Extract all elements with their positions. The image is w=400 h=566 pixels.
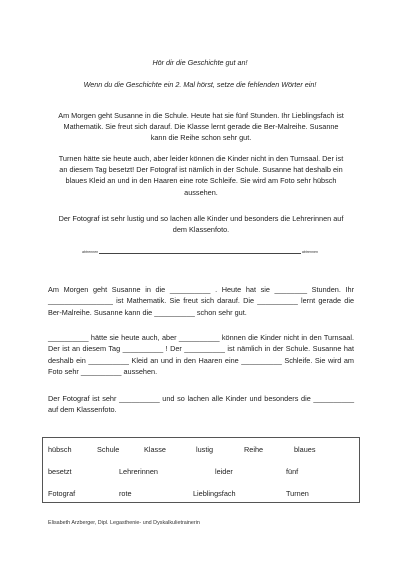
gap-paragraph-2: __________ hätte sie heute auch, aber __________ können die Kinder nicht in den Turnsaal. Der ist an diesem Tag __________ ! Der __________ ist nämlich in der Schule. Susanne hat deshalb ein __________ Kleid an und in den Haaren eine __________ Schleife. Sie wird am Foto sehr __________ aussehen. [48,333,354,376]
word-box-word: blaues [294,445,316,454]
word-box-word: besetzt [48,467,72,476]
story-paragraph-2: Turnen hätte sie heute auch, aber leider können die Kinder nicht in den Turnsaal. Der ist an diesem Tag besetzt! Der Fotograf ist nämlich in der Schule. Susanne hat deshalb ein blaues Kleid an und in den Haaren eine rote Schleife. Sie wird am Foto sehr hübsch aussehen. [58,154,344,197]
word-box-word: rote [119,489,132,498]
word-box-word: fünf [286,467,299,476]
word-box [42,437,360,503]
word-box-word: leider [215,467,233,476]
word-box-word: Lehrerinnen [119,467,158,476]
word-box-row [43,438,359,460]
word-box-row [43,460,359,482]
word-box-word: lustig [196,445,214,454]
cut-label-left: abtrennen [82,250,99,254]
gap-paragraph-1: Am Morgen geht Susanne in die __________ . Heute hat sie ________ Stunden. Ihr ________________ ist Mathematik. Sie freut sich darauf. Die __________ lernt gerade die Ber-Malreihe. Susanne kann die __________ schon sehr gut. [48,285,354,317]
word-box-word: Schule [97,445,120,454]
story-paragraph-1: Am Morgen geht Susanne in die Schule. Heute hat sie fünf Stunden. Ihr Lieblingsfach ist Mathematik. Sie freut sich darauf. Die Klasse lernt gerade die Ber-Malreihe. Susanne kann die Reihe schon sehr gut. [58,111,344,143]
author-footer: Elisabeth Arzberger, Dipl. Legasthenie- und Dyskalkulietrainerin [48,520,200,526]
instruction-fill-in: Wenn du die Geschichte ein 2. Mal hörst, setze die fehlenden Wörter ein! [83,80,317,89]
cut-label-right: abtrennen [301,250,318,254]
gap-paragraph-3: Der Fotograf ist sehr __________ und so lachen alle Kinder und besonders die __________ auf dem Klassenfoto. [48,394,354,415]
word-box-word: Fotograf [48,489,76,498]
instruction-listen: Hör dir die Geschichte gut an! [152,58,248,67]
word-box-word: Klasse [144,445,166,454]
cut-line [82,250,318,254]
word-box-word: Lieblingsfach [193,489,236,498]
cut-rule [99,251,301,254]
word-box-row [43,482,359,504]
word-box-word: Reihe [244,445,264,454]
word-box-word: hübsch [48,445,72,454]
story-paragraph-3: Der Fotograf ist sehr lustig und so lachen alle Kinder und besonders die Lehrerinnen auf dem Klassenfoto. [58,214,344,235]
word-box-word: Turnen [286,489,309,498]
